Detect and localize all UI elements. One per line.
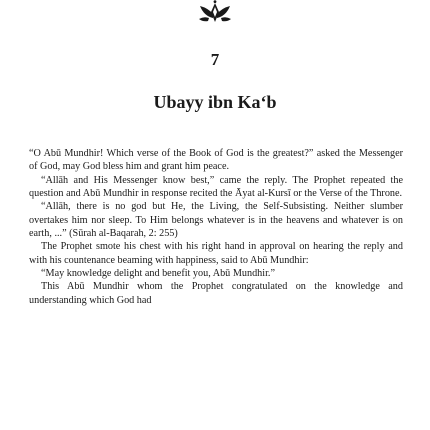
paragraph: This Abū Mundhir whom the Prophet congratulated on the knowledge and understanding which God had bbox=[29, 281, 403, 306]
paragraph: “O Abū Mundhir! Which verse of the Book of God is the greatest?” asked the Messenger of God, may God bless him and grant him peace. bbox=[29, 148, 403, 173]
floral-ornament-icon bbox=[198, 0, 232, 24]
paragraph: “Allāh, there is no god but He, the Living, the Self-Subsisting. Neither slumber overtakes him nor sleep. To Him belongs whatever is in the heavens and whatever is on earth, ...” (Sūrah al-Baqarah, 2: 255) bbox=[29, 201, 403, 240]
chapter-title: Ubayy ibn Ka‘b bbox=[153, 92, 277, 112]
chapter-number: 7 bbox=[210, 50, 220, 69]
paragraph: “Allāh and His Messenger know best,” came the reply. The Prophet repeated the question and Abū Mundhir in response recited the Āyat al-Kursī or the Verse of the Throne. bbox=[29, 174, 403, 200]
paragraph: The Prophet smote his chest with his right hand in approval on hearing the reply and with his countenance beaming with happiness, said to Abū Mundhir: bbox=[29, 241, 403, 266]
body-text bbox=[29, 147, 403, 307]
paragraph: “May knowledge delight and benefit you, Abū Mundhir.” bbox=[41, 268, 275, 280]
